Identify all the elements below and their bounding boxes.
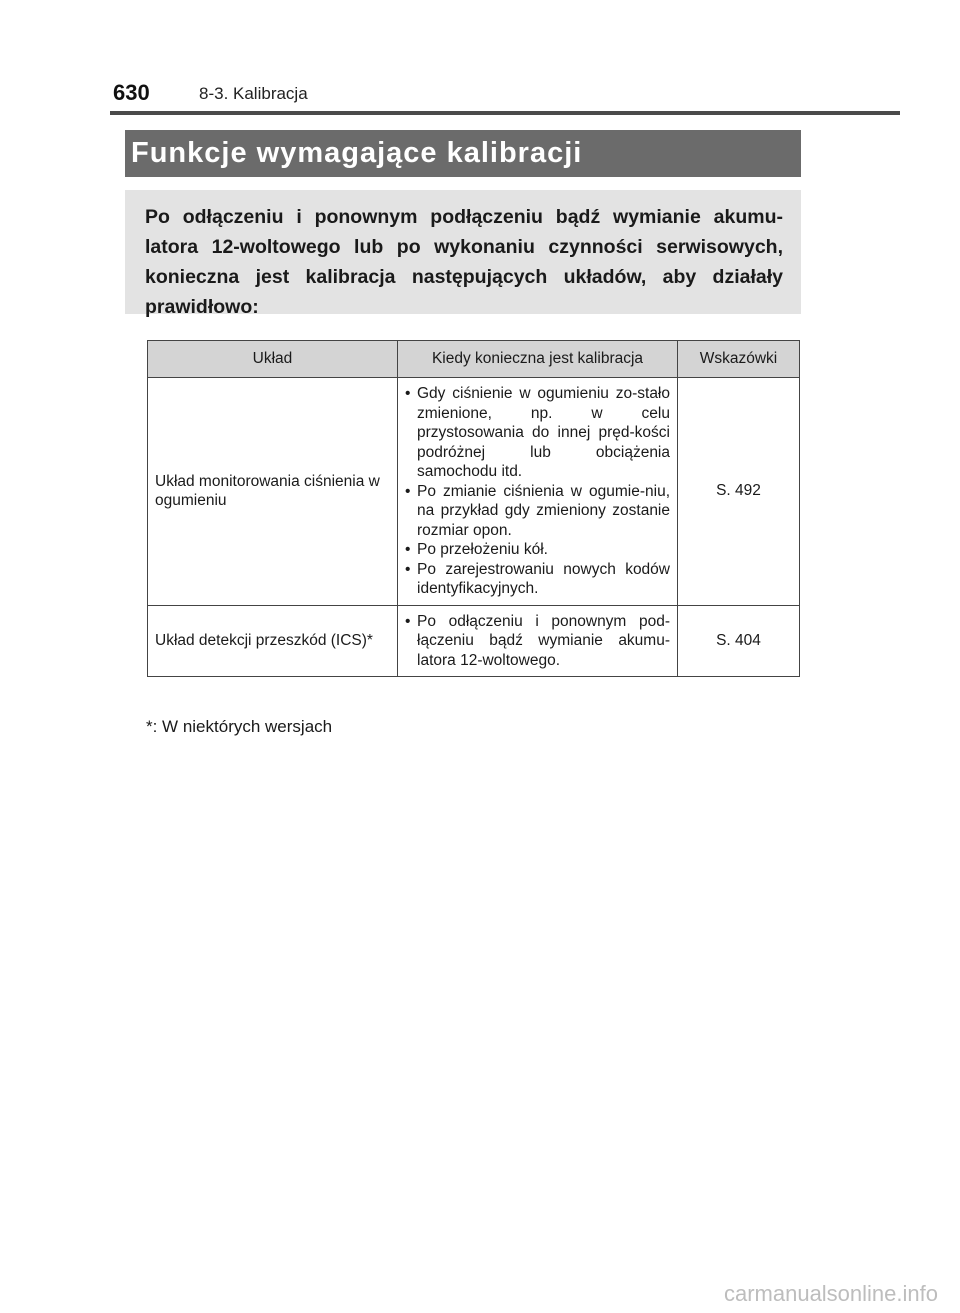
table-row xyxy=(148,378,800,606)
condition-item: • Po odłączeniu i ponownym pod-łączeniu bądź wymianie akumu-latora 12-woltowego. xyxy=(405,612,670,671)
condition-item: • Po zarejestrowaniu nowych kodów identyfikacyjnych. xyxy=(405,560,670,599)
watermark: carmanualsonline.info xyxy=(723,1281,938,1306)
system-cell: Układ detekcji przeszkód (ICS)* xyxy=(148,605,398,677)
section-title-bar xyxy=(125,130,801,177)
system-cell: Układ monitorowania ciśnienia w ogumieniu xyxy=(148,378,398,606)
column-header-when: Kiedy konieczna jest kalibracja xyxy=(398,341,678,378)
footnote: *: W niektórych wersjach xyxy=(146,717,333,736)
condition-item: • Po zmianie ciśnienia w ogumie-niu, na przykład gdy zmieniony zostanie rozmiar opon. xyxy=(405,482,670,541)
page-number: 630 xyxy=(113,80,150,105)
table-header-row xyxy=(148,341,800,378)
table-row xyxy=(148,605,800,677)
column-header-system: Układ xyxy=(148,341,398,378)
intro-text: Po odłączeniu i ponownym podłączeniu bądź wymianie akumu-latora 12-woltowego lub po wykonaniu czynności serwisowych, konieczna jest kalibracja następujących układów, aby działały prawidłowo: xyxy=(145,206,783,318)
section-label: 8-3. Kalibracja xyxy=(199,84,308,103)
condition-item: • Po przełożeniu kół. xyxy=(405,540,670,560)
column-header-hints: Wskazówki xyxy=(678,341,800,378)
condition-item: • Gdy ciśnienie w ogumieniu zo-stało zmienione, np. w celu przystosowania do innej pręd-kości podróżnej lub obciążenia samochodu itd. xyxy=(405,384,670,482)
calibration-table xyxy=(147,340,800,677)
page-reference: S. 404 xyxy=(678,605,800,677)
section-title: Funkcje wymagające kalibracji xyxy=(131,137,583,169)
header-divider xyxy=(110,111,900,115)
intro-box xyxy=(125,190,801,318)
page-reference: S. 492 xyxy=(678,378,800,606)
when-cell xyxy=(398,378,678,606)
condition-list xyxy=(405,384,670,599)
when-cell xyxy=(398,605,678,677)
condition-list xyxy=(405,612,670,671)
